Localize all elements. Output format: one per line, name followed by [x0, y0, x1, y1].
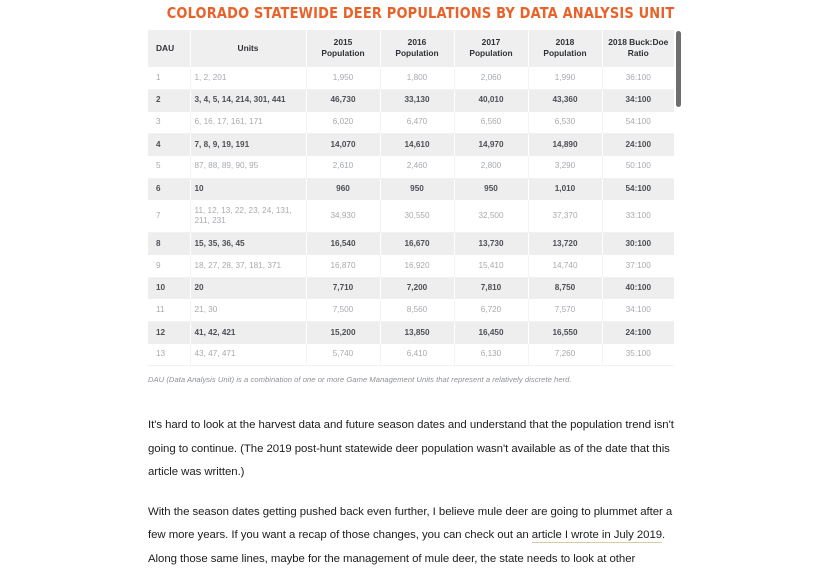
cell-dau: 7	[148, 200, 190, 233]
cell-value: 7,810	[454, 277, 528, 299]
column-header-2018-buck-doe-ratio: 2018 Buck:Doe Ratio	[602, 30, 674, 67]
table-row	[148, 255, 674, 277]
table-row	[148, 112, 674, 134]
cell-units: 3, 4, 5, 14, 214, 301, 441	[190, 89, 306, 111]
cell-value: 16,450	[454, 322, 528, 344]
cell-value: 3,290	[528, 156, 602, 178]
cell-value: 24:100	[602, 322, 674, 344]
table-caption: DAU (Data Analysis Unit) is a combination of one or more Game Management Units that represent a relatively discrete herd.	[148, 375, 572, 385]
cell-value: 15,410	[454, 255, 528, 277]
paragraph-2-text-after-link: . Along those same lines, maybe for the management of mule deer, the state needs to look at other	[148, 529, 666, 566]
cell-value: 13,850	[380, 322, 454, 344]
cell-value: 34:100	[602, 299, 674, 321]
cell-value: 6,130	[454, 344, 528, 366]
cell-dau: 2	[148, 89, 190, 111]
table-scrollbar-thumb[interactable]	[676, 31, 681, 107]
cell-units: 87, 88, 89, 90, 95	[190, 156, 306, 178]
body-paragraph-2	[148, 501, 682, 572]
cell-value: 13,720	[528, 233, 602, 255]
cell-value: 16,920	[380, 255, 454, 277]
cell-value: 7,570	[528, 299, 602, 321]
cell-value: 16,550	[528, 322, 602, 344]
cell-value: 950	[380, 178, 454, 200]
column-header-2016-population: 2016 Population	[380, 30, 454, 67]
cell-value: 6,720	[454, 299, 528, 321]
cell-dau: 12	[148, 322, 190, 344]
table-row	[148, 134, 674, 156]
cell-value: 40,010	[454, 89, 528, 111]
column-header-2015-population: 2015 Population	[306, 30, 380, 67]
paragraph-2-text-before-link: With the season dates getting pushed back even further, I believe mule deer are going to plummet after a few more years. If you want a recap of those changes, you can check out an	[148, 505, 673, 542]
cell-dau: 11	[148, 299, 190, 321]
column-header-2018-population: 2018 Population	[528, 30, 602, 67]
table-header	[148, 30, 674, 67]
cell-value: 2,460	[380, 156, 454, 178]
table-row	[148, 178, 674, 200]
article-july-2019-link[interactable]: article I wrote in July 2019	[531, 529, 663, 542]
cell-units: 1, 2, 201	[190, 67, 306, 89]
cell-dau: 4	[148, 134, 190, 156]
cell-units: 6, 16, 17, 161, 171	[190, 112, 306, 134]
cell-value: 54:100	[602, 112, 674, 134]
cell-dau: 9	[148, 255, 190, 277]
cell-value: 16,870	[306, 255, 380, 277]
cell-value: 30:100	[602, 233, 674, 255]
cell-value: 32,500	[454, 200, 528, 233]
cell-value: 1,990	[528, 67, 602, 89]
cell-value: 14,070	[306, 134, 380, 156]
table-row	[148, 233, 674, 255]
cell-value: 46,730	[306, 89, 380, 111]
cell-value: 2,610	[306, 156, 380, 178]
cell-units: 11, 12, 13, 22, 23, 24, 131, 211, 231	[190, 200, 306, 233]
column-header-2017-population: 2017 Population	[454, 30, 528, 67]
table-row	[148, 89, 674, 111]
cell-value: 14,610	[380, 134, 454, 156]
cell-units: 41, 42, 421	[190, 322, 306, 344]
data-table-scroll-container[interactable]	[148, 30, 682, 366]
cell-value: 33:100	[602, 200, 674, 233]
table-row	[148, 322, 674, 344]
cell-value: 6,470	[380, 112, 454, 134]
cell-value: 14,890	[528, 134, 602, 156]
cell-value: 1,010	[528, 178, 602, 200]
cell-value: 36:100	[602, 67, 674, 89]
article-content-column	[148, 0, 682, 572]
cell-value: 8,750	[528, 277, 602, 299]
cell-value: 950	[454, 178, 528, 200]
cell-value: 6,530	[528, 112, 602, 134]
cell-value: 6,560	[454, 112, 528, 134]
cell-value: 1,950	[306, 67, 380, 89]
cell-units: 7, 8, 9, 19, 191	[190, 134, 306, 156]
cell-dau: 8	[148, 233, 190, 255]
cell-value: 30,550	[380, 200, 454, 233]
cell-dau: 3	[148, 112, 190, 134]
cell-value: 13,730	[454, 233, 528, 255]
cell-value: 24:100	[602, 134, 674, 156]
cell-value: 8,560	[380, 299, 454, 321]
cell-units: 43, 47, 471	[190, 344, 306, 366]
cell-units: 21, 30	[190, 299, 306, 321]
page-title: COLORADO STATEWIDE DEER POPULATIONS BY DATA ANALYSIS UNIT	[166, 4, 675, 22]
cell-dau: 6	[148, 178, 190, 200]
cell-value: 14,970	[454, 134, 528, 156]
cell-value: 7,260	[528, 344, 602, 366]
table-row	[148, 156, 674, 178]
cell-value: 5,740	[306, 344, 380, 366]
cell-value: 37:100	[602, 255, 674, 277]
cell-value: 15,200	[306, 322, 380, 344]
cell-value: 1,800	[380, 67, 454, 89]
cell-value: 2,800	[454, 156, 528, 178]
table-row	[148, 277, 674, 299]
column-header-units: Units	[190, 30, 306, 67]
table-row	[148, 344, 674, 366]
cell-units: 10	[190, 178, 306, 200]
cell-value: 50:100	[602, 156, 674, 178]
cell-value: 2,060	[454, 67, 528, 89]
table-header-row	[148, 30, 674, 67]
cell-value: 16,670	[380, 233, 454, 255]
cell-value: 43,360	[528, 89, 602, 111]
cell-units: 20	[190, 277, 306, 299]
table-row	[148, 67, 674, 89]
body-paragraph-1: It's hard to look at the harvest data and future season dates and understand that the population trend isn't going to continue. (The 2019 post-hunt statewide deer population wasn't available as of the date that this article was written.)	[148, 419, 674, 479]
cell-value: 7,710	[306, 277, 380, 299]
cell-value: 14,740	[528, 255, 602, 277]
cell-value: 37,370	[528, 200, 602, 233]
cell-value: 960	[306, 178, 380, 200]
table-scrollbar-track[interactable]	[674, 30, 682, 312]
column-header-dau: DAU	[148, 30, 190, 67]
table-row	[148, 200, 674, 233]
table-body	[148, 67, 674, 366]
cell-dau: 1	[148, 67, 190, 89]
cell-dau: 13	[148, 344, 190, 366]
cell-value: 6,410	[380, 344, 454, 366]
cell-value: 6,020	[306, 112, 380, 134]
cell-value: 35:100	[602, 344, 674, 366]
cell-value: 34,930	[306, 200, 380, 233]
cell-value: 16,540	[306, 233, 380, 255]
cell-value: 54:100	[602, 178, 674, 200]
cell-units: 18, 27, 28, 37, 181, 371	[190, 255, 306, 277]
cell-value: 33,130	[380, 89, 454, 111]
cell-value: 7,500	[306, 299, 380, 321]
cell-dau: 5	[148, 156, 190, 178]
cell-value: 7,200	[380, 277, 454, 299]
cell-units: 15, 35, 36, 45	[190, 233, 306, 255]
deer-population-table	[148, 30, 674, 366]
cell-value: 34:100	[602, 89, 674, 111]
table-row	[148, 299, 674, 321]
cell-dau: 10	[148, 277, 190, 299]
cell-value: 40:100	[602, 277, 674, 299]
